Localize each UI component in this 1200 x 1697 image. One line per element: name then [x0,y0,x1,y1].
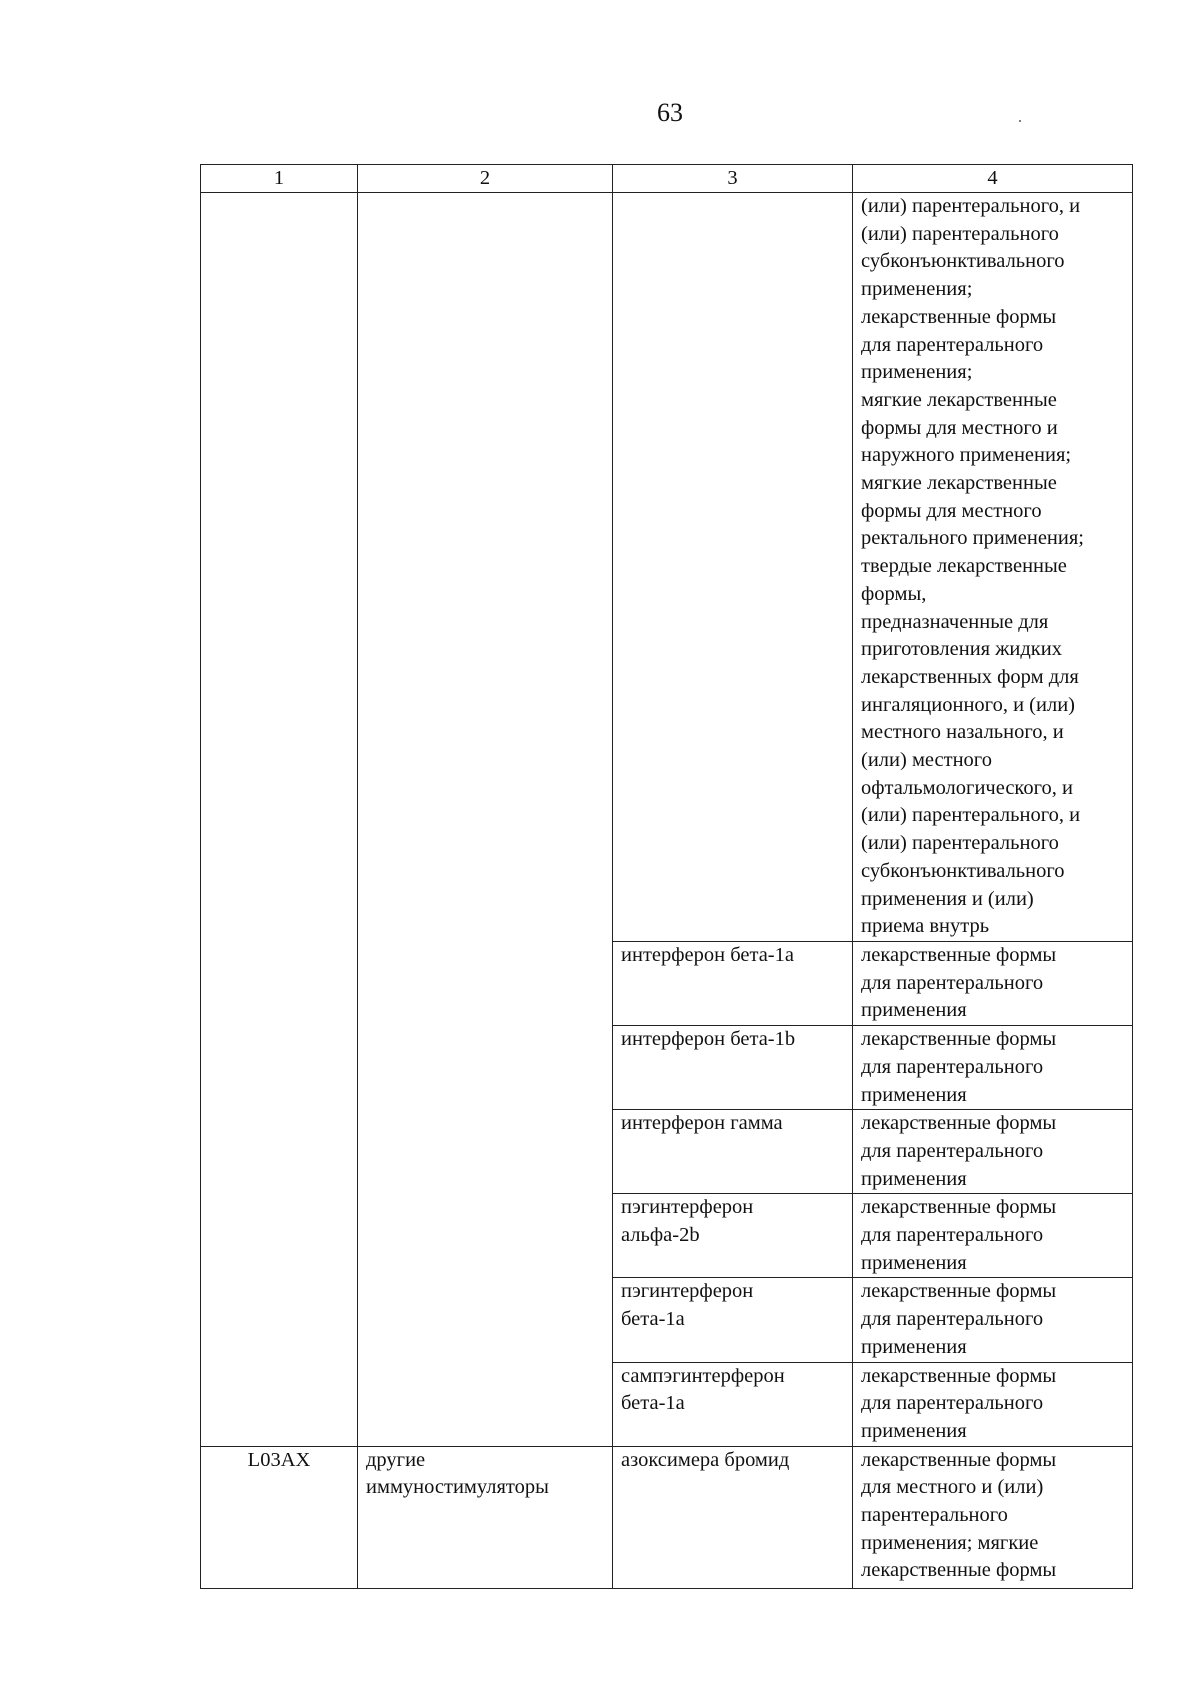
drug-name-text: пэгинтерферон бета-1a [621,1280,754,1331]
page-number: 63 [657,98,683,127]
column-header-4: 4 [853,165,1133,193]
drug-name-cell [613,1026,853,1110]
dosage-forms-cell [853,1362,1133,1446]
group-name-text: другие иммуностимуляторы [366,1448,549,1499]
dosage-forms-text: лекарственные формы для местного и (или) парентерального применения; мягкие лекарственные формы [861,1448,1057,1582]
drug-name-text: интерферон гамма [621,1112,783,1135]
dosage-forms-cell [853,1446,1133,1588]
dosage-forms-cell [853,1278,1133,1362]
drug-name-cell [613,1194,853,1278]
drug-name-cell [613,1278,853,1362]
drug-name-text: пэгинтерферон альфа-2b [621,1196,754,1247]
dosage-forms-cell [853,1110,1133,1194]
atc-code-cell [201,193,358,1447]
drug-name-text: интерферон бета-1b [621,1028,796,1051]
drug-name-cell [613,1446,853,1588]
dosage-forms-cell [853,941,1133,1025]
dosage-forms-text: лекарственные формы для парентерального применения [861,1196,1057,1274]
dosage-forms-text: лекарственные формы для парентерального применения [861,943,1057,1022]
medication-table [200,164,1133,1589]
drug-name-cell [613,941,853,1025]
group-name-cell [358,1446,613,1588]
column-header-1: 1 [201,165,358,193]
dosage-forms-text: лекарственные формы для парентерального применения [861,1280,1057,1358]
dosage-forms-cell [853,193,1133,942]
dosage-forms-text: лекарственные формы для парентерального применения [861,1028,1057,1106]
column-header-3: 3 [613,165,853,193]
drug-name-cell [613,193,853,942]
dosage-forms-text: лекарственные формы для парентерального применения [861,1364,1057,1442]
dosage-forms-text: (или) парентерального, и (или) парентерального субконъюнктивального применения; лекарственные формы для парентерального применения; мягкие лекарственные формы для местного и наружного применения; мягкие лекарственные формы для местного ректального применения; твердые лекарственные формы, предназначенные для приготовления жидких лекарственных форм для ингаляционного, и (или) местного назального, и (или) местного офтальмологического, и (или) парентерального, и (или) парентерального субконъюнктивального применения и (или) приема внутрь [861,195,1084,938]
column-header-2: 2 [358,165,613,193]
drug-name-cell [613,1110,853,1194]
drug-name-text: сампэгинтерферон бета-1a [621,1364,785,1415]
dosage-forms-cell [853,1194,1133,1278]
drug-name-text: азоксимера бромид [621,1448,790,1471]
atc-code-cell [201,1446,358,1588]
dosage-forms-cell [853,1026,1133,1110]
drug-name-text: интерферон бета-1a [621,943,794,966]
column-number-header-row [201,165,1133,193]
group-name-cell [358,193,613,1447]
dosage-forms-text: лекарственные формы для парентерального применения [861,1112,1057,1190]
table-row [201,193,1133,942]
scan-speck [1019,120,1021,122]
atc-code-text: L03AX [247,1448,311,1471]
table-row [201,1446,1133,1588]
drug-name-cell [613,1362,853,1446]
